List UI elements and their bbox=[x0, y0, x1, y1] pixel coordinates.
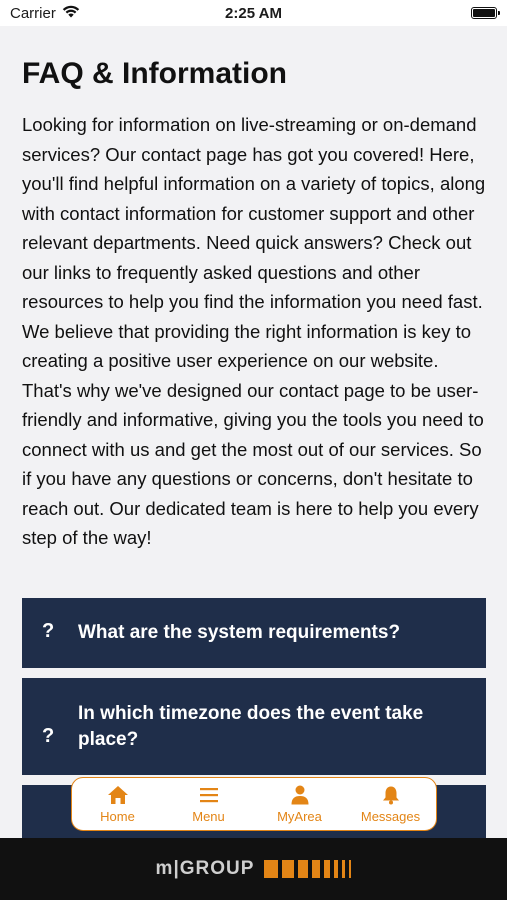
logo-text: m|GROUP bbox=[155, 858, 255, 879]
menu-icon bbox=[200, 784, 218, 806]
status-bar bbox=[0, 0, 507, 26]
footer bbox=[0, 838, 507, 900]
logo-bars bbox=[264, 860, 351, 878]
person-icon bbox=[291, 784, 309, 806]
carrier-label: Carrier bbox=[10, 4, 56, 22]
faq-question: What are the system requirements? bbox=[78, 621, 401, 643]
tab-label: Menu bbox=[192, 809, 225, 824]
bell-icon bbox=[382, 784, 400, 806]
tab-label: Messages bbox=[360, 809, 421, 824]
faq-question: In which timezone does the event take place? bbox=[78, 702, 424, 750]
intro-paragraph: Looking for information on live-streaming or on-demand services? Our contact page has got you covered! Here, you'll find helpful information on a variety of topics, along with contact information for customer support and other relevant departments. Need quick answers? Check out our links to frequently asked questions and other resources to help you find the information you need fast. We believe that providing the right information is key to creating a positive user experience on our website. That's why we've designed our contact page to be user-friendly and informative, giving you the tools you need to connect with us and get the most out of our services. So if you have any questions or concerns, don't hesitate to reach out. Our dedicated team is here to help you every step of the way! bbox=[22, 114, 486, 548]
wifi-icon bbox=[62, 5, 80, 22]
tab-myarea[interactable] bbox=[260, 784, 340, 824]
tab-menu[interactable] bbox=[169, 784, 249, 824]
question-mark-icon: ? bbox=[42, 619, 55, 642]
page-title: FAQ & Information bbox=[22, 57, 287, 90]
tab-home[interactable] bbox=[78, 784, 158, 824]
faq-item-timezone[interactable] bbox=[22, 678, 486, 775]
status-time: 2:25 AM bbox=[225, 4, 282, 22]
tab-bar bbox=[71, 777, 437, 831]
tab-label: Home bbox=[100, 809, 135, 824]
main-content bbox=[22, 26, 486, 855]
carrier-group bbox=[10, 5, 80, 22]
tab-label: MyArea bbox=[277, 809, 322, 824]
tab-messages[interactable] bbox=[351, 784, 431, 824]
question-mark-icon: ? bbox=[42, 724, 55, 747]
battery-icon bbox=[471, 7, 497, 19]
home-icon bbox=[107, 784, 129, 806]
faq-item-system-requirements[interactable] bbox=[22, 598, 486, 668]
mgroup-logo bbox=[156, 858, 352, 880]
